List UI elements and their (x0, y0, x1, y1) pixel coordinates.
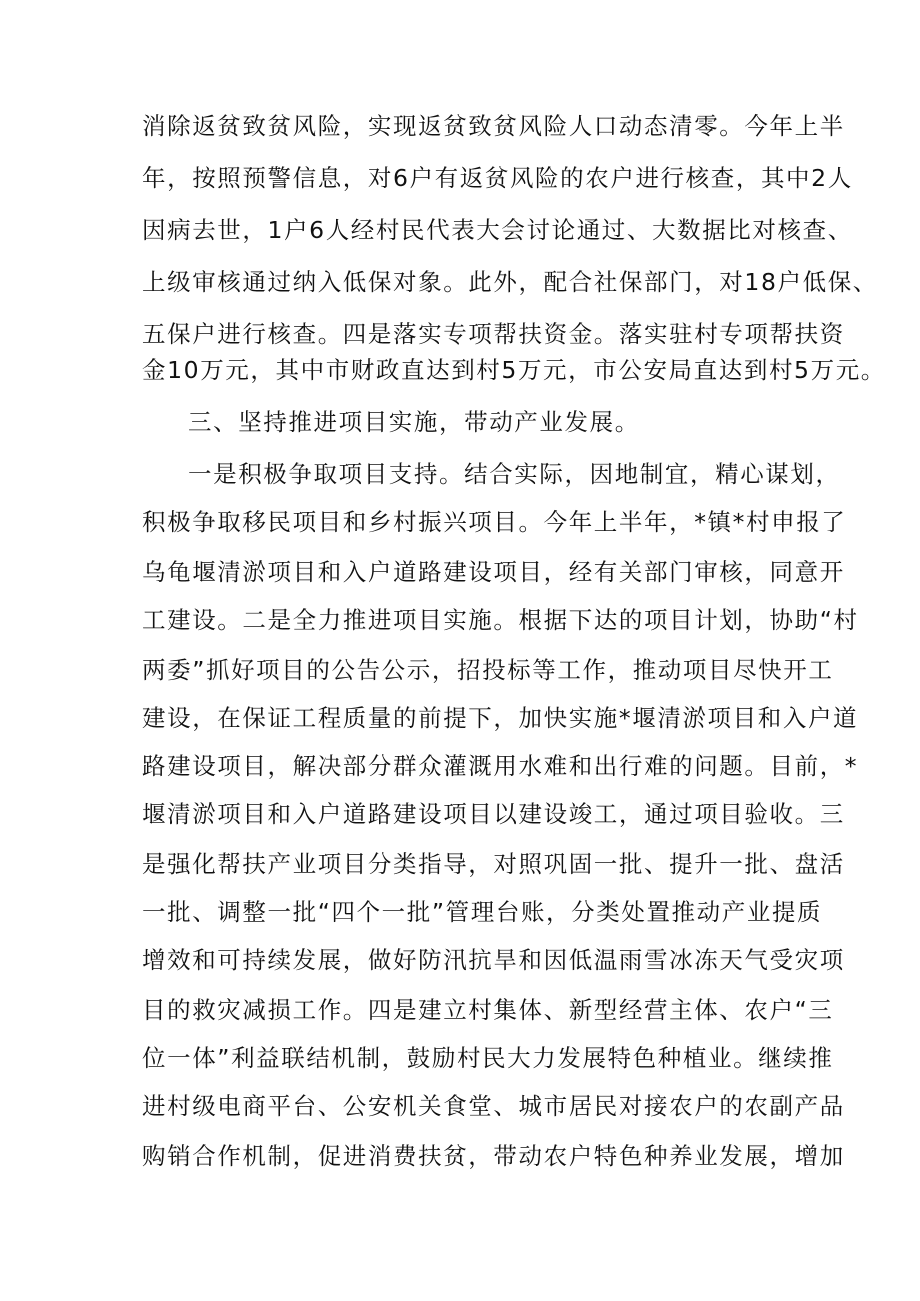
text-line: 年，按照预警信息，对6户有返贫风险的农户进行核查，其中2人 (142, 164, 853, 192)
text-line: 一是积极争取项目支持。结合实际，因地制宜，精心谋划， (188, 460, 841, 488)
text-line: 进村级电商平台、公安机关食堂、城市居民对接农户的农副产品 (142, 1092, 845, 1120)
text-line: 消除返贫致贫风险，实现返贫致贫风险人口动态清零。今年上半 (142, 112, 845, 140)
text-line: 乌龟堰清淤项目和入户道路建设项目，经有关部门审核，同意开 (142, 558, 845, 586)
text-line: 路建设项目，解决部分群众灌溉用水难和出行难的问题。目前，* (142, 752, 859, 780)
text-line: 位一体”利益联结机制，鼓励村民大力发展特色种植业。继续推 (142, 1044, 834, 1072)
section-heading: 三、坚持推进项目实施，带动产业发展。 (188, 408, 640, 436)
text-line: 工建设。二是全力推进项目实施。根据下达的项目计划，协助“村 (142, 606, 859, 634)
text-line: 堰清淤项目和入户道路建设项目以建设竣工，通过项目验收。三 (142, 800, 845, 828)
text-line: 一批、调整一批“四个一批”管理台账，分类处置推动产业提质 (142, 898, 823, 926)
text-line: 金10万元，其中市财政直达到村5万元，市公安局直达到村5万元。 (142, 356, 886, 384)
text-line: 上级审核通过纳入低保对象。此外，配合社保部门，对18户低保、 (142, 268, 878, 296)
text-line: 建设，在保证工程质量的前提下，加快实施*堰清淤项目和入户道 (142, 704, 859, 732)
text-line: 是强化帮扶产业项目分类指导，对照巩固一批、提升一批、盘活 (142, 850, 845, 878)
text-line: 五保户进行核查。四是落实专项帮扶资金。落实驻村专项帮扶资 (142, 320, 845, 348)
text-line: 目的救灾减损工作。四是建立村集体、新型经营主体、农户“三 (142, 996, 834, 1024)
text-line: 因病去世，1户6人经村民代表大会讨论通过、大数据比对核查、 (142, 216, 853, 244)
text-line: 两委”抓好项目的公告公示，招投标等工作，推动项目尽快开工 (142, 656, 834, 684)
text-line: 购销合作机制，促进消费扶贫，带动农户特色种养业发展，增加 (142, 1142, 845, 1170)
text-line: 积极争取移民项目和乡村振兴项目。今年上半年，*镇*村申报了 (142, 508, 847, 536)
text-line: 增效和可持续发展，做好防汛抗旱和因低温雨雪冰冻天气受灾项 (142, 946, 845, 974)
